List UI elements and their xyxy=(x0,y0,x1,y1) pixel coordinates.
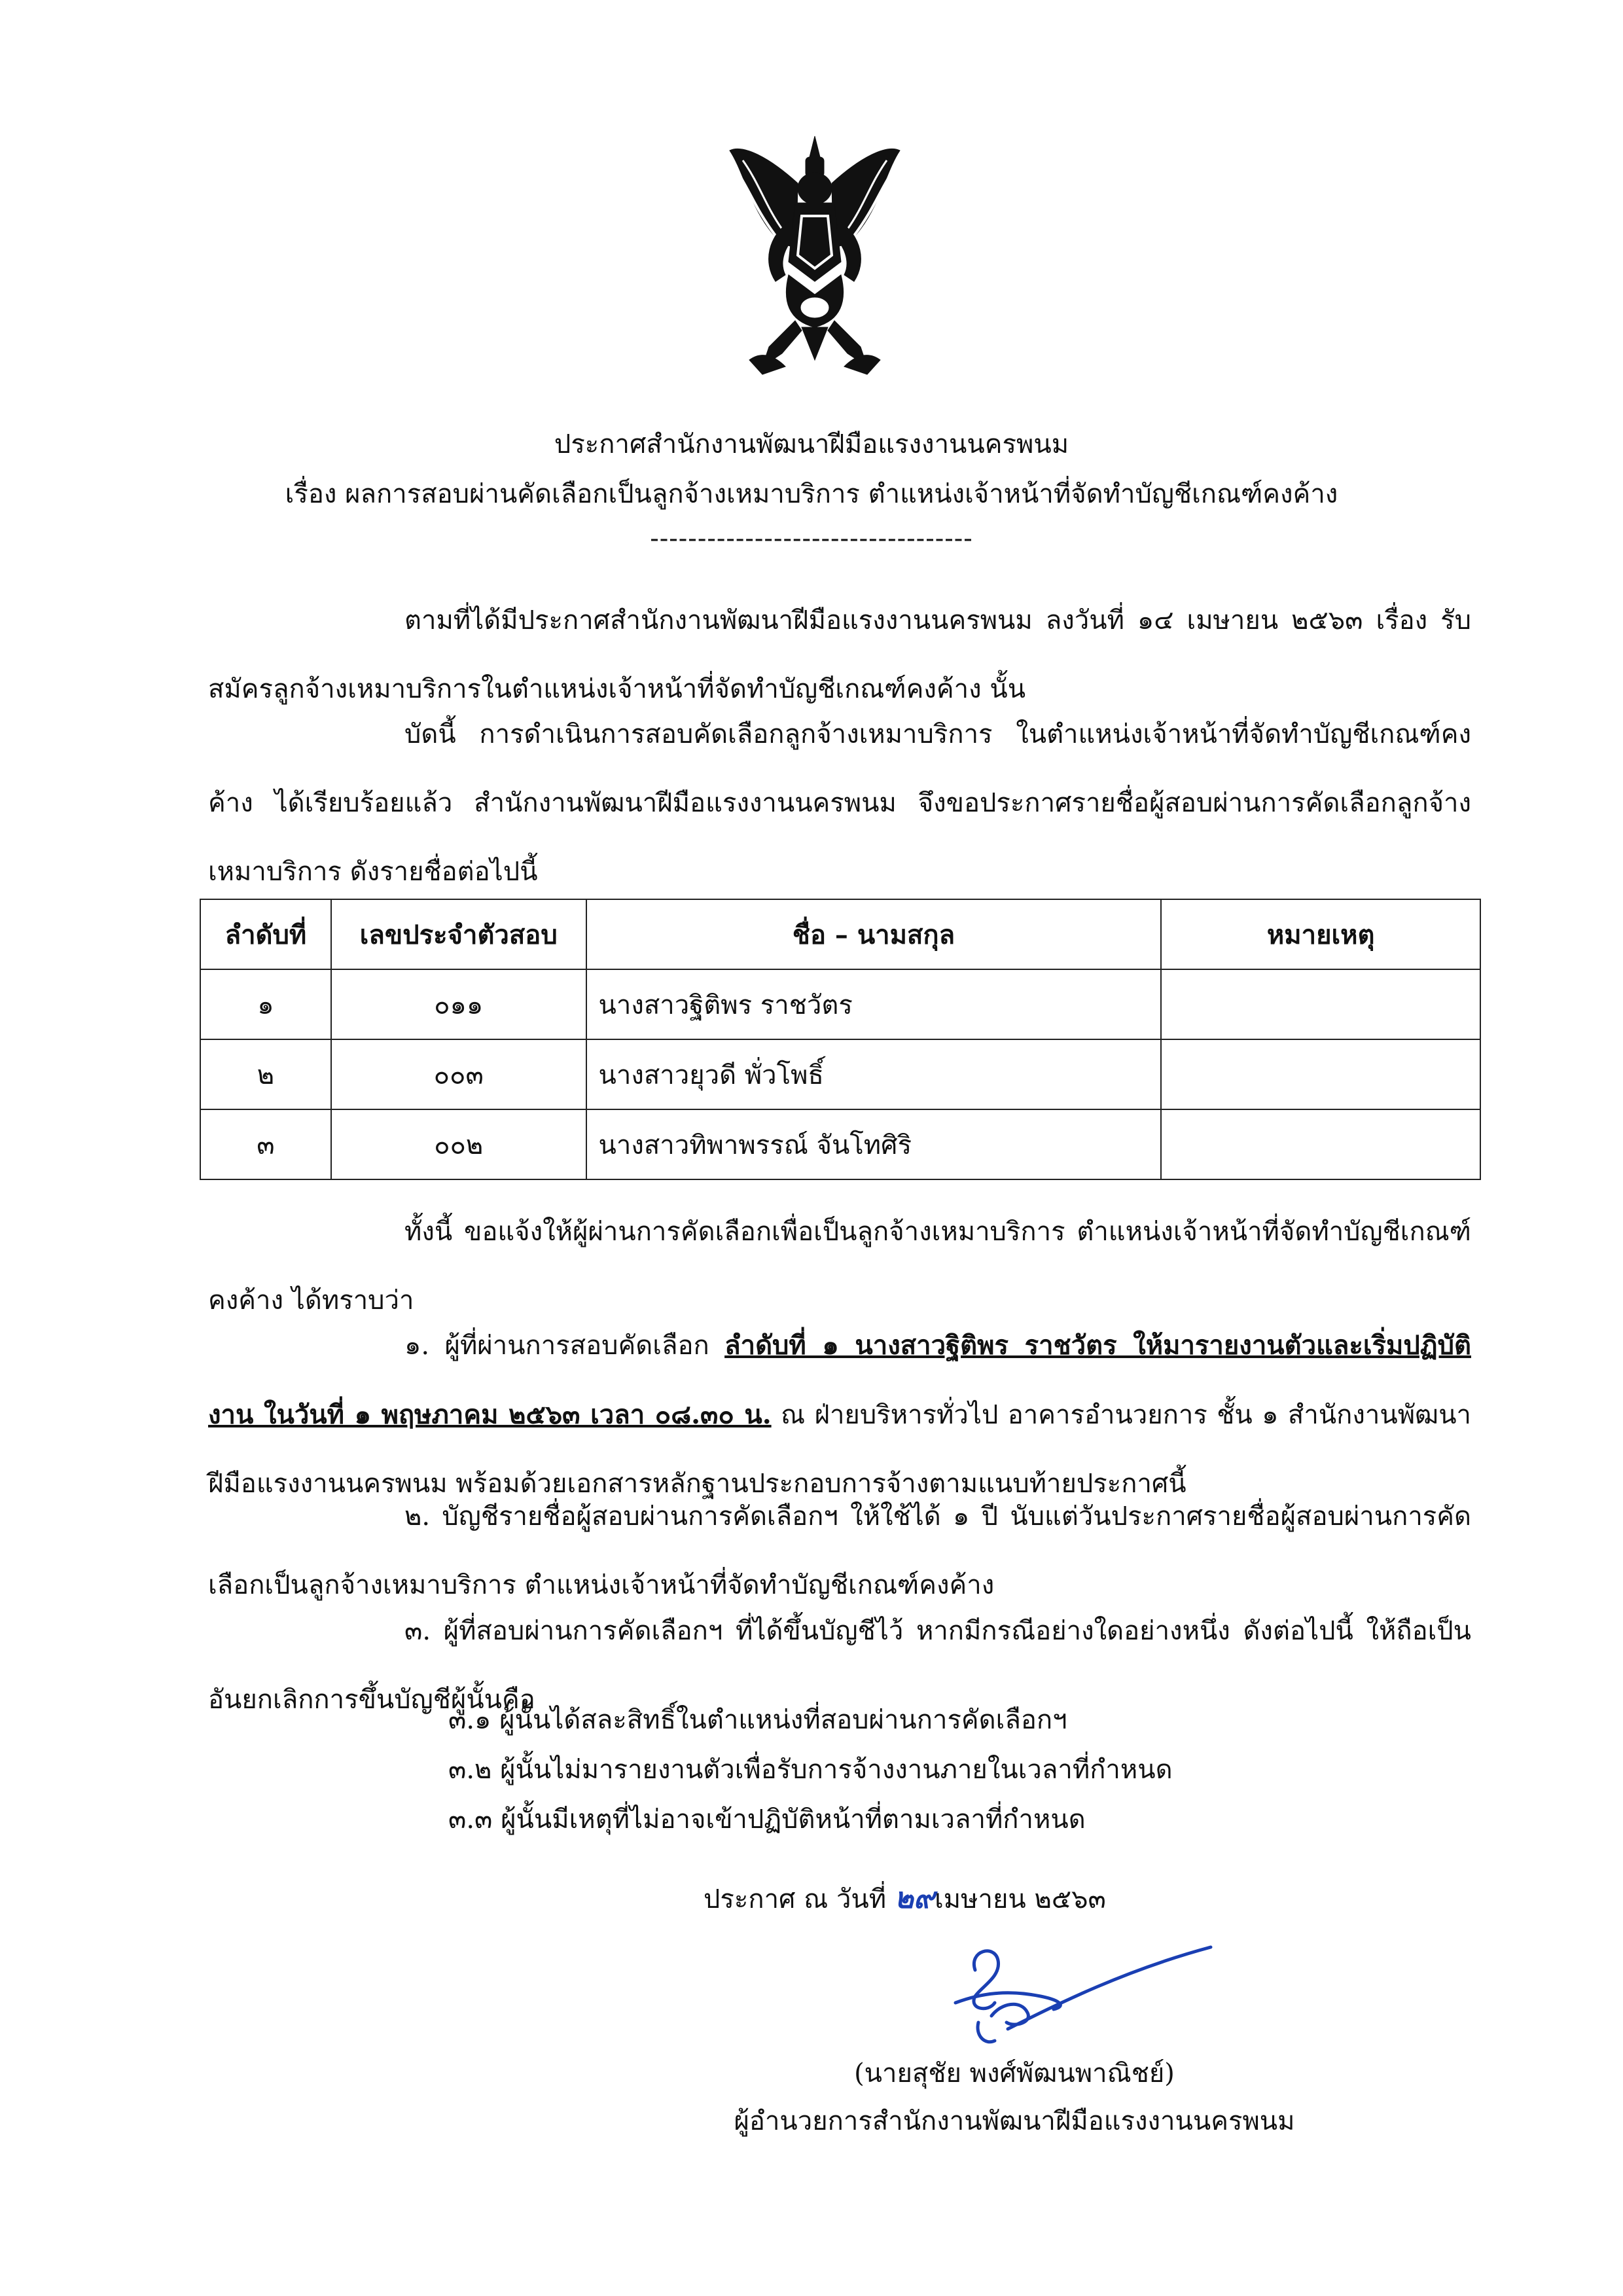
header-note: หมายเหตุ xyxy=(1161,899,1480,969)
cell-exam-id: ๐๐๓ xyxy=(331,1039,586,1109)
table-header-row xyxy=(200,899,1480,969)
item-1-lead: ๑. ผู้ที่ผ่านการสอบคัดเลือก xyxy=(404,1331,725,1361)
subitem: ๓.๓ ผู้นั้นมีเหตุที่ไม่อาจเข้าปฏิบัติหน้าที่ตามเวลาที่กำหนด xyxy=(448,1804,1086,1835)
announcement-subject: เรื่อง ผลการสอบผ่านคัดเลือกเป็นลูกจ้างเหมาบริการ ตำแหน่งเจ้าหน้าที่จัดทำบัญชีเกณฑ์คงค้าง xyxy=(285,479,1338,509)
intro-paragraph: ตามที่ได้มีประกาศสำนักงานพัฒนาฝีมือแรงงานนครพนม ลงวันที่ ๑๔ เมษายน ๒๕๖๓ เรื่อง รับสมัครลูกจ้างเหมาบริการในตำแหน่งเจ้าหน้าที่จัดทำบัญชีเกณฑ์คงค้าง นั้น xyxy=(208,605,1471,704)
date-prefix: ประกาศ ณ วันที่ xyxy=(704,1884,895,1914)
date-day-handwritten: ๒๙ xyxy=(894,1882,935,1915)
cell-exam-id: ๐๑๑ xyxy=(331,969,586,1039)
announcement-date xyxy=(704,1875,1106,1921)
header-order: ลำดับที่ xyxy=(200,899,331,969)
cell-name: นางสาวฐิติพร ราชวัตร xyxy=(586,969,1162,1039)
item-3-subitems xyxy=(448,1695,1173,1844)
signer-name: (นายสุชัย พงศ์พัฒนพาณิชย์) xyxy=(854,2058,1175,2089)
item-2: ๒. บัญชีรายชื่อผู้สอบผ่านการคัดเลือกฯ ให้ใช้ได้ ๑ ปี นับแต่วันประกาศรายชื่อผู้สอบผ่านการคัดเลือกเป็นลูกจ้างเหมาบริการ ตำแหน่งเจ้าหน้าที่จัดทำบัญชีเกณฑ์คงค้าง xyxy=(208,1501,1471,1600)
table-row xyxy=(200,969,1480,1039)
title-separator: ---------------------------------- xyxy=(650,524,973,554)
cell-note xyxy=(1161,1109,1480,1179)
result-paragraph: บัดนี้ การดำเนินการสอบคัดเลือกลูกจ้างเหมาบริการ ในตำแหน่งเจ้าหน้าที่จัดทำบัญชีเกณฑ์คงค้าง ได้เรียบร้อยแล้ว สำนักงานพัฒนาฝีมือแรงงานนครพนม จึงขอประกาศรายชื่อผู้สอบผ่านการคัดเลือกลูกจ้างเหมาบริการ ดังรายชื่อต่อไปนี้ xyxy=(208,719,1471,887)
cell-exam-id: ๐๐๒ xyxy=(331,1109,586,1179)
cell-order: ๒ xyxy=(200,1039,331,1109)
table-row xyxy=(200,1039,1480,1109)
cell-order: ๑ xyxy=(200,969,331,1039)
subitem: ๓.๑ ผู้นั้นได้สละสิทธิ์ในตำแหน่งที่สอบผ่านการคัดเลือกฯ xyxy=(448,1705,1067,1735)
cell-note xyxy=(1161,969,1480,1039)
header-exam-id: เลขประจำตัวสอบ xyxy=(331,899,586,969)
cell-name: นางสาวยุวดี พั่วโพธิ์ xyxy=(586,1039,1162,1109)
header-name: ชื่อ – นามสกุล xyxy=(586,899,1162,969)
cell-note xyxy=(1161,1039,1480,1109)
signature-icon xyxy=(929,1924,1217,2055)
signer-position: ผู้อำนวยการสำนักงานพัฒนาฝีมือแรงงานนครพนม xyxy=(734,2106,1295,2136)
announcement-title: ประกาศสำนักงานพัฒนาฝีมือแรงงานนครพนม xyxy=(554,429,1069,459)
subitem: ๓.๒ ผู้นั้นไม่มารายงานตัวเพื่อรับการจ้างงานภายในเวลาที่กำหนด xyxy=(448,1755,1173,1785)
garuda-emblem-icon xyxy=(723,131,906,380)
table-row xyxy=(200,1109,1480,1179)
item-3: ๓. ผู้ที่สอบผ่านการคัดเลือกฯ ที่ได้ขึ้นบัญชีไว้ หากมีกรณีอย่างใดอย่างหนึ่ง ดังต่อไปนี้ ให้ถือเป็นอันยกเลิกการขึ้นบัญชีผู้นั้นคือ xyxy=(208,1616,1471,1715)
notice-paragraph: ทั้งนี้ ขอแจ้งให้ผู้ผ่านการคัดเลือกเพื่อเป็นลูกจ้างเหมาบริการ ตำแหน่งเจ้าหน้าที่จัดทำบัญชีเกณฑ์คงค้าง ได้ทราบว่า xyxy=(208,1217,1471,1316)
cell-order: ๓ xyxy=(200,1109,331,1179)
item-1-emphasis: ลำดับที่ ๑ นางสาวฐิติพร ราชวัตร ให้มารายงานตัวและเริ่มปฏิบัติงาน ในวันที่ ๑ พฤษภาคม ๒๕๖๓ เวลา ๐๘.๓๐ น. xyxy=(208,1330,1471,1430)
results-table xyxy=(200,899,1481,1180)
item-1-tail: ณ ฝ่ายบริหารทั่วไป อาคารอำนวยการ ชั้น ๑ สำนักงานพัฒนาฝีมือแรงงานนครพนม พร้อมด้วยเอกสารหลักฐานประกอบการจ้างตามแนบท้ายประกาศนี้ xyxy=(208,1400,1471,1499)
cell-name: นางสาวทิพาพรรณ์ จันโทศิริ xyxy=(586,1109,1162,1179)
date-suffix: เมษายน ๒๕๖๓ xyxy=(935,1884,1106,1914)
